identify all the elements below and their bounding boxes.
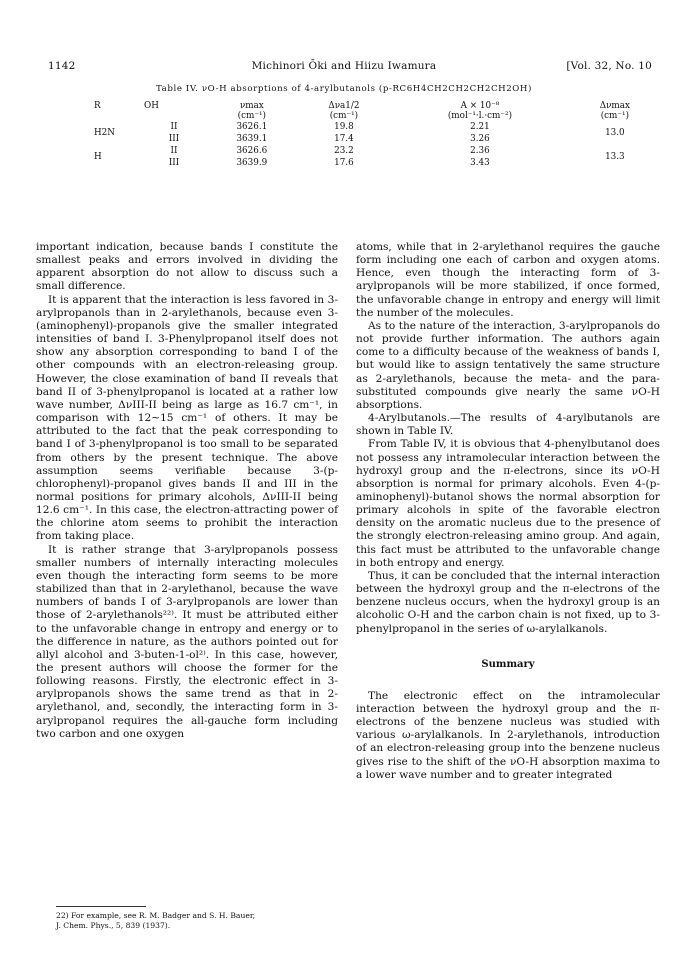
- cell-a: 2.36: [470, 146, 490, 156]
- cell-oh: III: [168, 158, 180, 168]
- col-header-oh: OH: [144, 101, 159, 111]
- footnote-citation: J. Chem. Phys., 5, 839 (1937).: [56, 921, 171, 930]
- cell-dv: 17.4: [334, 134, 354, 144]
- paragraph: atoms, while that in 2-arylethanol requires the gauche form including one each of carbon and oxygen atoms. Hence, even though the interacting form of 3-arylpropanols will be more stabilized, if once formed, the unfavorable change in entropy and energy will limit the number of the molecules.: [356, 241, 660, 319]
- cell-dv: 17.6: [334, 158, 354, 168]
- col-header-intensity: A × 10⁻⁸ (mol⁻¹·l.·cm⁻²): [447, 101, 513, 121]
- cell-vmax: 3639.1: [236, 134, 268, 144]
- col-header-r: R: [94, 101, 101, 111]
- paragraph: important indication, because bands I constitute the smallest peaks and errors involved in dividing the apparent absorption do not allow to discuss such a small difference.: [36, 241, 338, 293]
- cell-dv: 23.2: [334, 146, 354, 156]
- paragraph: It is apparent that the interaction is less favored in 3-arylpropanols than in 2-arylethanols, because even 3-(aminophenyl)-propanols give the smaller integrated intensities of band I. 3-Phenylpropanol itself does not show any absorption corresponding to band I of the other compounds with an electron-releasing group. However, the close examination of band II reveals that band II of 3-phenylpropanol is located at a rather low wave number, ΔνIII-II being as large as 16.7 cm⁻¹, in comparison with 12∼15 cm⁻¹ of others. It may be attributed to the fact that the peak corresponding to band I of 3-phenylpropanol is too small to be separated from others by the present technique. The above assumption seems verifiable because 3-(p-chlorophenyl)-propanol gives bands II and III in the normal positions for primary alcohols, ΔνIII-II being 12.6 cm⁻¹. In this case, the electron-attracting power of the chlorine atom seems to prohibit the interaction from taking place.: [36, 293, 338, 543]
- cell-oh: II: [170, 146, 178, 156]
- summary-heading: Summary: [481, 658, 535, 670]
- cell-vmax: 3626.6: [236, 146, 268, 156]
- cell-a: 2.21: [470, 122, 490, 132]
- cell-vmax: 3626.1: [236, 122, 268, 132]
- summary-paragraph: The electronic effect on the intramolecular interaction between the hydroxyl group and the π-electrons of the benzene nucleus was studied with various ω-arylalkanols. In 2-arylethanols, introduction of an electron-releasing group into the benzene nucleus gives rise to the shift of the νO-H absorption maxima to a lower wave number and to greater integrated: [356, 689, 660, 781]
- cell-dvmax: 13.3: [605, 152, 625, 162]
- page-number: 1142: [48, 60, 76, 72]
- left-column: [36, 241, 338, 741]
- cell-a: 3.43: [470, 158, 490, 168]
- col-header-dvmax: Δνmax (cm⁻¹): [599, 101, 630, 121]
- cell-dv: 19.8: [334, 122, 354, 132]
- right-column: [356, 241, 660, 782]
- footnote-rule: [56, 906, 146, 907]
- col-header-vmax: νmax (cm⁻¹): [237, 101, 266, 121]
- footnote-line: 22) For example, see R. M. Badger and S. H. Bauer,: [56, 911, 256, 920]
- cell-a: 3.26: [470, 134, 490, 144]
- volume-info: [Vol. 32, No. 10: [566, 60, 652, 72]
- absorption-table: [90, 101, 660, 169]
- paragraph: As to the nature of the interaction, 3-arylpropanols do not provide further information. The authors again come to a difficulty because of the weakness of bands I, but would like to assign tentatively the same structure as 2-arylethanols, because the meta- and the para-substituted compounds give nearly the same νO-H absorptions.: [356, 319, 660, 411]
- cell-r: H: [94, 152, 102, 162]
- cell-oh: III: [168, 134, 180, 144]
- footnote: [36, 906, 338, 931]
- cell-r: H2N: [94, 128, 115, 138]
- table-row: [90, 145, 660, 157]
- paragraph: It is rather strange that 3-arylpropanols possess smaller numbers of internally interacting molecules even though the interacting form seems to be more stabilized than that in 2-arylethanol, because the wave numbers of bands I of 3-arylpropanols are lower than those of 2-arylethanols²²⁾. It must be attributed either to the unfavorable change in entropy and energy or to the difference in nature, as the authors pointed out for allyl alcohol and 3-buten-1-ol²⁾. In this case, however, the present authors will choose the former for the following reasons. Firstly, the electronic effect in 3-arylpropanols shows the same trend as that in 2-arylethanol, and, secondly, the interacting form in 3-arylpropanol requires the all-gauche form including two carbon and one oxygen: [36, 543, 338, 740]
- running-head-authors: Michinori Ōki and Hiizu Iwamura: [251, 60, 437, 72]
- paragraph: 4-Arylbutanols.—The results of 4-arylbutanols are shown in Table IV.: [356, 412, 660, 438]
- cell-dvmax: 13.0: [605, 128, 625, 138]
- paragraph: From Table IV, it is obvious that 4-phenylbutanol does not possess any intramolecular interaction between the hydroxyl group and the π-electrons, since its νO-H absorption is normal for primary alcohols. Even 4-(p-aminophenyl)-butanol shows the normal absorption for primary alcohols in spite of the favorable electron density on the aromatic nucleus due to the presence of the strongly electron-releasing amino group. And again, this fact must be attributed to the unfavorable change in both entropy and energy.: [356, 438, 660, 569]
- cell-oh: II: [170, 122, 178, 132]
- paragraph: Thus, it can be concluded that the internal interaction between the hydroxyl group and the π-electrons of the benzene nucleus occurs, when the hydroxyl group is an alcoholic O-H and the carbon chain is not fixed, up to 3-phenylpropanol in the series of ω-arylalkanols.: [356, 569, 660, 635]
- col-header-halfwidth: Δνa1/2 (cm⁻¹): [328, 101, 360, 121]
- table-caption: Table IV. νO-H absorptions of 4-arylbutanols (p-RC6H4CH2CH2CH2CH2OH): [156, 84, 532, 94]
- table-row: [90, 121, 660, 133]
- cell-vmax: 3639.9: [236, 158, 268, 168]
